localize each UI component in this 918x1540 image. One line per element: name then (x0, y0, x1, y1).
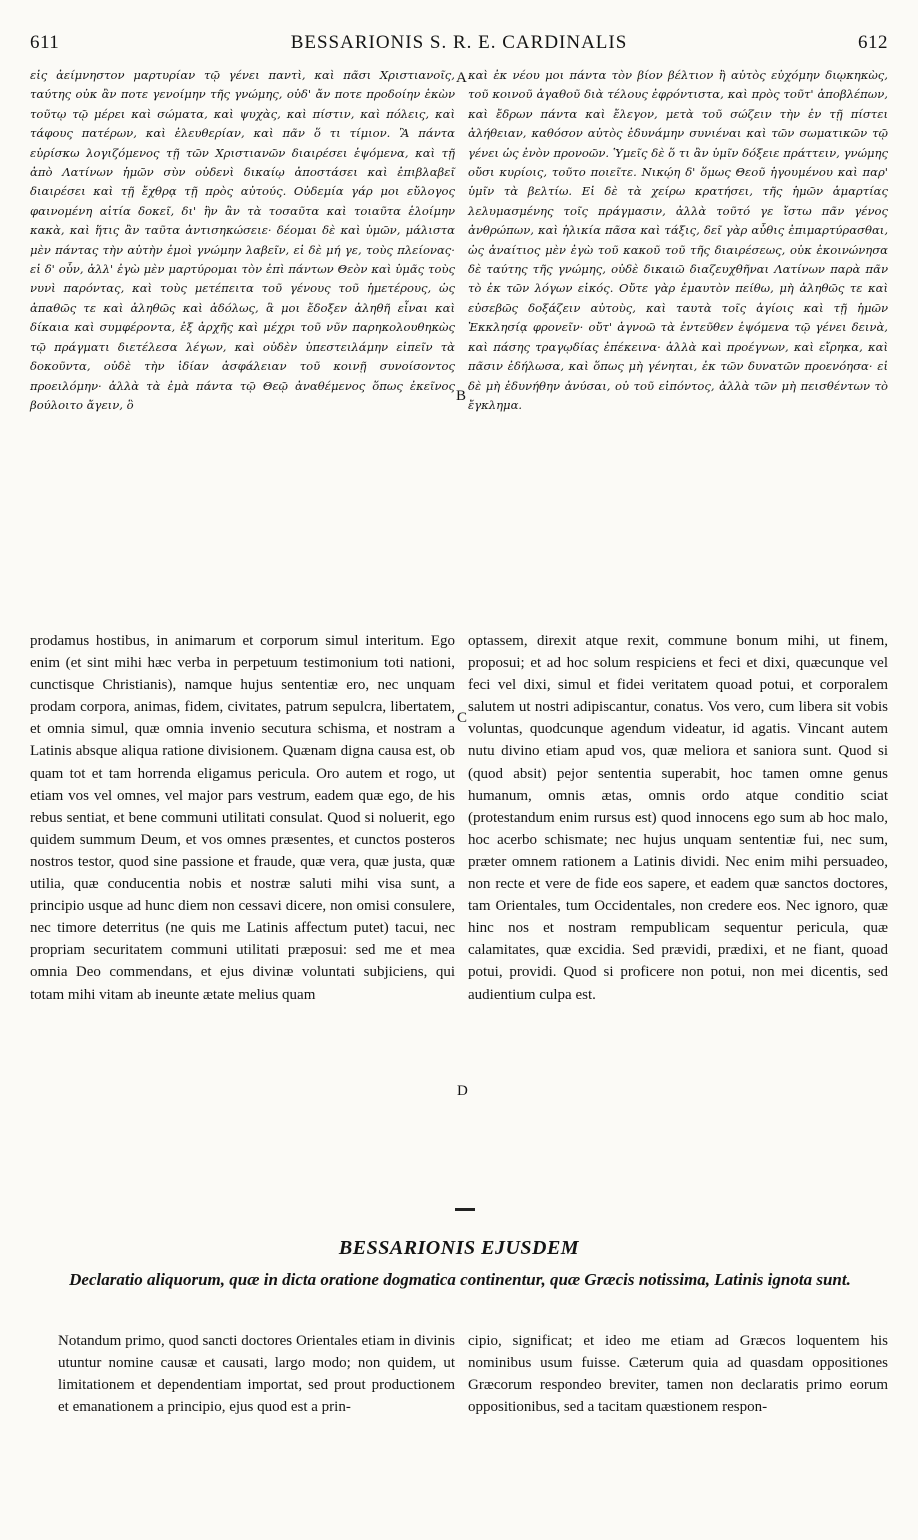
margin-marker-d: D (457, 1083, 468, 1099)
body-column-right: cipio, significat; et ideo me etiam ad Græcos loquentem his nominibus usum fuisse. Cæterum quia ad quasdam oppositiones Græcorum respondeo breviter, tamen non declaratis primo eorum oppositionibus, sed a tacitam quæstionem respon- (468, 1333, 888, 1415)
page-number-right: 612 (858, 32, 888, 53)
section-title: BESSARIONIS EJUSDEM (338, 1237, 580, 1259)
section-subtitle: Declaratio aliquorum, quæ in dicta oratione dogmatica continentur, quæ Græcis notissima, Latinis ignota sunt. (69, 1270, 851, 1289)
running-head: BESSARIONIS S. R. E. CARDINALIS (290, 32, 628, 53)
margin-marker-c: C (457, 710, 468, 726)
greek-column-left: εἰς ἀείμνηστον μαρτυρίαν τῷ γένει παντὶ, καὶ πᾶσι Χριστιανοῖς, ταύτης οὐκ ἂν ποτε γενοίμην τῆς γνώμης, οὐδ' ἄν ποτε προδοίην ἑκὼν τοῦτῳ τῷ μέρει καὶ σώματα, καὶ ψυχὰς, καὶ πίστιν, καὶ πόλεις, καὶ τάφους πατέρων, καὶ ἐλευθερίαν, καὶ πᾶν ὅ τι τίμιον. Ἃ πάντα εὑρίσκω λογιζόμενος τῇ τῶν Χριστιανῶν διαιρέσει ἑψόμενα, καὶ τῇ ἀπὸ Λατίνων ἡμῶν σὺν οὐδενὶ δικαίῳ ἀποστάσει καὶ ἐπιβλαβεῖ διαιρέσει καὶ τῇ ἔχθρᾳ τῇ πρὸς αὐτούς. Οὐδεμία γάρ μοι εὔλογος φαινομένη αἰτία δοκεῖ, δι' ἣν ἂν τὰ τοσαῦτα καὶ τοιαῦτα ἑλοίμην κακὰ, καὶ ἥτις ἂν ταῦτα ἀντισηκώσειε· δέομαι δὲ καὶ ὑμῶν, μάλιστα μὲν πάντας τὴν αὐτὴν ἐμοὶ γνώμην λαβεῖν, εἰ δὲ μή γε, τοὺς πλείονας· εἰ δ' οὖν, ἀλλ' ἐγὼ μὲν μαρτύρομαι τὸν ἐπὶ πάντων Θεὸν καὶ ὑμᾶς τοὺς νυνὶ παρόντας, καὶ τοὺς μετέπειτα τοῦ γένους τοῦ ἡμετέρους, ὡς ἀπαθῶς τε καὶ ἀληθῶς καὶ ἀδόλως, ἃ μοι ἔδοξεν ἀληθῆ εἶναι καὶ δίκαια καὶ συμφέροντα, ἐξ ἀρχῆς καὶ μέχρι τοῦ νῦν παρηκολουθηκὼς τῷ πράγματι διετέλεσα λέγων, καὶ οὐδὲν ὑπεστειλάμην εἰπεῖν τὰ δοκοῦντα, οὐδὲ τὴν ἰδίαν ἀσφάλειαν τοῦ κοινῇ συνοίσοντος προειλόμην· ἀλλὰ τὰ ἐμὰ πάντα τῷ Θεῷ ἀναθέμενος ὅπως ἐκεῖνος βούλοιτο ἄγειν, ὃ (30, 68, 455, 412)
latin-column-right: optassem, direxit atque rexit, commune bonum mihi, ut finem, proposui; et ad hoc solum respiciens et feci et dixi, quæcunque vel feci vel dixi, simul et fidei veritatem quoad potui, et corporalem salutem ut nostri adipiscantur, conatus. Vos vero, cum libera sit vobis voluntas, quodcunque agendum videatur, id agatis. Vincant autem nutu divino etiam apud vos, quæ meliora et saniora sunt. Quod si (quod absit) pejor sententia superabit, hoc tamen omne genus humanum, omnis ætas, omnis ordo atque conditio sciat (protestandum enim rursus est) quod innocens ego sum ab hoc malo, hoc acerbo schismate; nec hujus unquam sententiæ fui, nec sum, præter omnem rationem a Latinis dividi. Nec enim mihi persuadeo, non recte et vere de fide eos sapere, et eadem quæ sanctos doctores, tam Orientales, tum Occidentales, non credere eos. Nec ignoro, quæ hinc nos et nostram rempublicam sequentur pericula, quæ calamitates, quæ excidia. Sed prævidi, prædixi, et ne fiant, quoad potui, providi. Quod si proficere non potui, non mei dicentis, sed audientium culpa est. (468, 633, 888, 1003)
page-header (30, 32, 888, 62)
margin-marker-a: A (456, 70, 467, 86)
margin-marker-b: B (456, 388, 467, 404)
section-divider (455, 1208, 475, 1211)
greek-column-right: καὶ ἐκ νέου μοι πάντα τὸν βίον βέλτιον ἢ αὐτὸς εὐχόμην διῳκηκὼς, τοῦ κοινοῦ ἀγαθοῦ διὰ τέλους ἐφρόντιστα, καὶ πρὸς τοῦτ' ἀποβλέπων, καὶ ἔδρων πάντα καὶ ἔλεγον, μετὰ τοῦ σώζειν τὴν ἐν τῇ πίστει ἀλήθειαν, καθόσον αὐτὸς ἐδυνάμην συνιέναι καὶ τῶν σωματικῶν τῷ γένει ὡς ἐνὸν προνοῶν. Ὑμεῖς δὲ ὅ τι ἂν ὑμῖν δόξειε πράττειν, γνώμης οὔσι κυρίοις, τοῦτο ποιεῖτε. Νικῴη δ' ὅμως Θεοῦ ἡγουμένου καὶ παρ' ὑμῖν τὰ βελτίω. Εἰ δὲ τὰ χείρω κρατήσει, τῆς ἡμῶν ἁμαρτίας λελυμασμένης τοῖς πράγμασιν, ἀλλὰ τοῦτό γε ἴστω πᾶν γένος ἀνθρώπων, καὶ ἡλικία πᾶσα καὶ τάξις, δεῖ γὰρ αὖθις ἐπιμαρτύρασθαι, ὡς ἀναίτιος μὲν ἐγὼ τοῦ κακοῦ τοῦ τῆς διαιρέσεως, οὐκ ἐκοινώνησα δὲ ταύτης τῆς γνώμης, οὐδὲ δικαιῶ διαζευχθῆναι Λατίνων παρὰ πᾶν τὸ ἐκ τῶν λόγων εἰκός. Οὔτε γὰρ ἐμαυτὸν πείθω, μὴ ἀληθῶς τε καὶ εὐσεβῶς δοξάζειν αὐτοὺς, καὶ ταυτὰ τοῖς ἁγίοις καὶ τῇ ἡμῶν Ἐκκλησίᾳ φρονεῖν· οὔτ' ἀγνοῶ τὰ ἐντεῦθεν ἑψόμενα τῷ γένει δεινὰ, καὶ πάσης τραγῳδίας ἐπέκεινα· ἀλλὰ καὶ προέγνων, καὶ εἴρηκα, καὶ πᾶσιν ἐδήλωσα, καὶ ὅπως μὴ γένηται, ἐκ τῶν δυνατῶν προενόησα· εἰ δὲ μὴ ἐδυνήθην ἀνύσαι, οὐ τοῦ εἰπόντος, ἀλλὰ τῶν μὴ πεισθέντων τὸ ἔγκλημα. (468, 68, 888, 412)
page-number-left: 611 (30, 32, 60, 53)
body-column-left: Notandum primo, quod sancti doctores Orientales etiam in divinis utuntur nomine causæ et causati, largo modo; non quidem, ut limitationem et dependentiam importat, sed prout productionem et emanationem a principio, ejus quod est a prin- (58, 1333, 455, 1415)
latin-column-left: prodamus hostibus, in animarum et corporum simul interitum. Ego enim (et sint mihi hæc verba in perpetuum testimonium toti nationi, cunctisque Christianis), namque hujus sententiæ ero, nec unquam prodam corpora, animas, fidem, civitates, patrum sepulcra, libertatem, et omnia simul, quæ omnia invenio secutura schisma, et nostram a Latinis absque aliqua ratione divisionem. Quænam digna causa est, ob quam tot et tam horrenda eligamus pericula. Oro autem et rogo, ut etiam vos vel omnes, vel major pars vestrum, eadem quæ ego, de his rebus sentiat, et bene communi utilitati consulat. Quod si noluerit, ego quidem summum Deum, et vos omnes præsentes, et cunctos posteros nostros testor, quod sine passione et fraude, quæ vera, quæ justa, quæ utilia, quæ conducentia nobis et nostræ saluti mihi visa sunt, a principio usque ad hunc diem non cessavi dicere, non omisi consulere, nec timore deterritus (ne quis me Latinis affectum putet) tacui, nec propriam securitatem communi utilitati præposui: sed me et mea omnia Deo commendans, et ejus divinæ voluntati subjiciens, qui totam mihi vitam ab ineunte ætate melius quam (30, 633, 455, 1003)
